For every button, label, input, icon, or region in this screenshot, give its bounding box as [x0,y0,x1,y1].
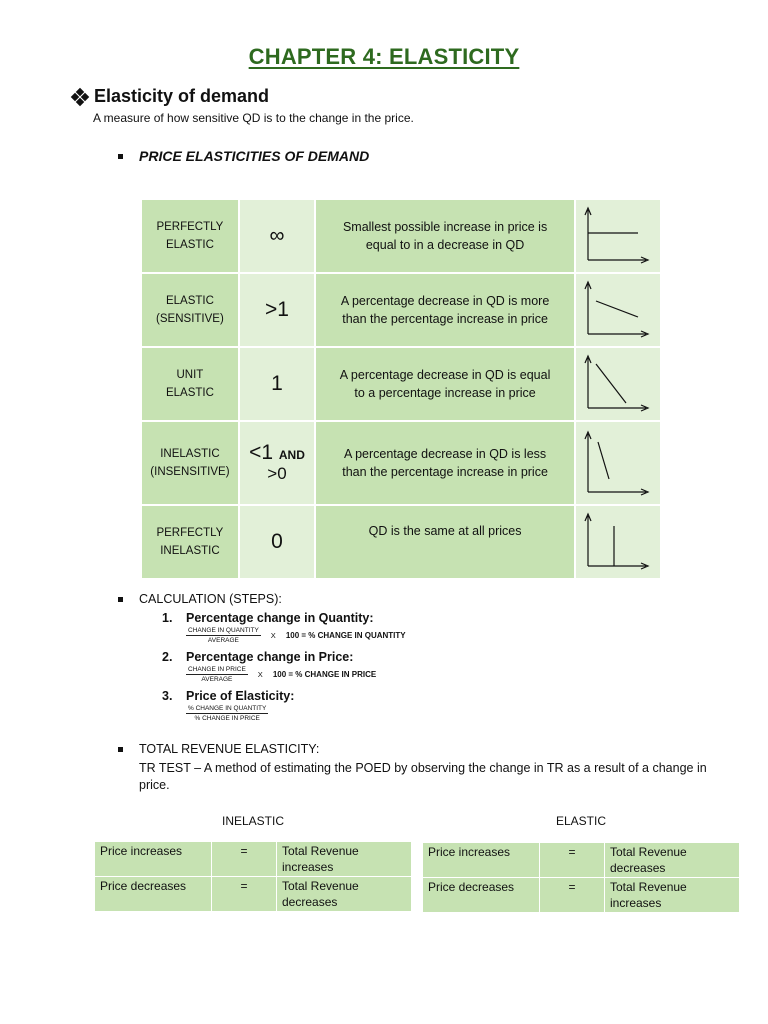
elasticity-type: PERFECTLY INELASTIC [141,505,239,579]
calculation-section [118,592,718,728]
calc-step: 2. Percentage change in Price: [162,650,354,664]
section-heading-text: Elasticity of demand [94,86,270,106]
square-bullet-icon [118,747,123,752]
diamond-bullet-icon [72,89,88,105]
table-cell: Total Revenue increases [605,878,740,913]
elasticity-symbol: 1 [239,347,315,421]
elasticity-table [140,198,662,580]
table-row [141,199,661,273]
table-cell: Total Revenue decreases [277,877,412,912]
elasticity-description: A percentage decrease in QD is equal to a percentage increase in price [315,347,575,421]
formula: $\frac{\text{CHANGE IN QUANTITY}}{\text{AVERAGE}}$ X 100 = % CHANGE IN QUANTITY [188,627,406,644]
demand-graph-elastic [575,273,661,347]
square-bullet-icon [118,154,123,159]
calc-step: 3. Price of Elasticity: [162,689,295,703]
square-bullet-icon [118,597,123,602]
table-cell: Price decreases [95,877,212,912]
elasticity-symbol: 0 [239,505,315,579]
table-row [423,878,740,913]
table-cell: Total Revenue increases [277,842,412,877]
total-revenue-heading: TOTAL REVENUE ELASTICITY: [118,742,728,756]
calculation-heading: CALCULATION (STEPS): [118,592,718,606]
table-cell: = [212,877,277,912]
elasticity-type: PERFECTLY ELASTIC [141,199,239,273]
section-description: A measure of how sensitive QD is to the change in the price. [93,111,414,125]
elastic-label: ELASTIC [555,814,606,828]
total-revenue-section [118,742,728,794]
inelastic-tr-table [94,841,412,912]
table-row [141,347,661,421]
table-cell: = [540,843,605,878]
table-row [141,505,661,579]
subsection-heading-text: PRICE ELASTICITIES OF DEMAND [139,148,370,164]
page-title: CHAPTER 4: ELASTICITY [248,44,520,69]
total-revenue-description: TR TEST – A method of estimating the POED by observing the change in TR as a result of a change in price. [139,761,707,792]
table-cell: Price increases [95,842,212,877]
table-row [95,877,412,912]
table-cell: = [540,878,605,913]
table-cell: Price increases [423,843,540,878]
table-cell: = [212,842,277,877]
subsection-heading [118,148,369,164]
elastic-tr-table [422,842,740,913]
elasticity-description: A percentage decrease in QD is less than the percentage increase in price [315,421,575,505]
elasticity-description: A percentage decrease in QD is more than the percentage increase in price [315,273,575,347]
elasticity-description: Smallest possible increase in price is equal to in a decrease in QD [315,199,575,273]
formula: $\frac{\text{\% CHANGE IN QUANTITY}}{\text{\% CHANGE IN PRICE}}$ [188,705,267,722]
calc-step: 1. Percentage change in Quantity: [162,611,374,625]
table-row [141,421,661,505]
table-row [141,273,661,347]
table-cell: Total Revenue decreases [605,843,740,878]
elasticity-type: UNIT ELASTIC [141,347,239,421]
formula: $\frac{\text{CHANGE IN PRICE}}{\text{AVERAGE}}$ X 100 = % CHANGE IN PRICE [188,666,377,683]
elasticity-symbol: >1 [239,273,315,347]
demand-graph-inelastic [575,421,661,505]
table-cell: Price decreases [423,878,540,913]
elasticity-symbol: ∞ [239,199,315,273]
table-row [95,842,412,877]
inelastic-label: INELASTIC [221,814,284,828]
elasticity-type: INELASTIC (INSENSITIVE) [141,421,239,505]
demand-graph-unit [575,347,661,421]
demand-graph-horizontal [575,199,661,273]
elasticity-type: ELASTIC (SENSITIVE) [141,273,239,347]
table-row [423,843,740,878]
elasticity-description: QD is the same at all prices [315,505,575,579]
elasticity-symbol: <1 AND >0 [239,421,315,505]
demand-graph-vertical [575,505,661,579]
section-heading [72,86,269,107]
